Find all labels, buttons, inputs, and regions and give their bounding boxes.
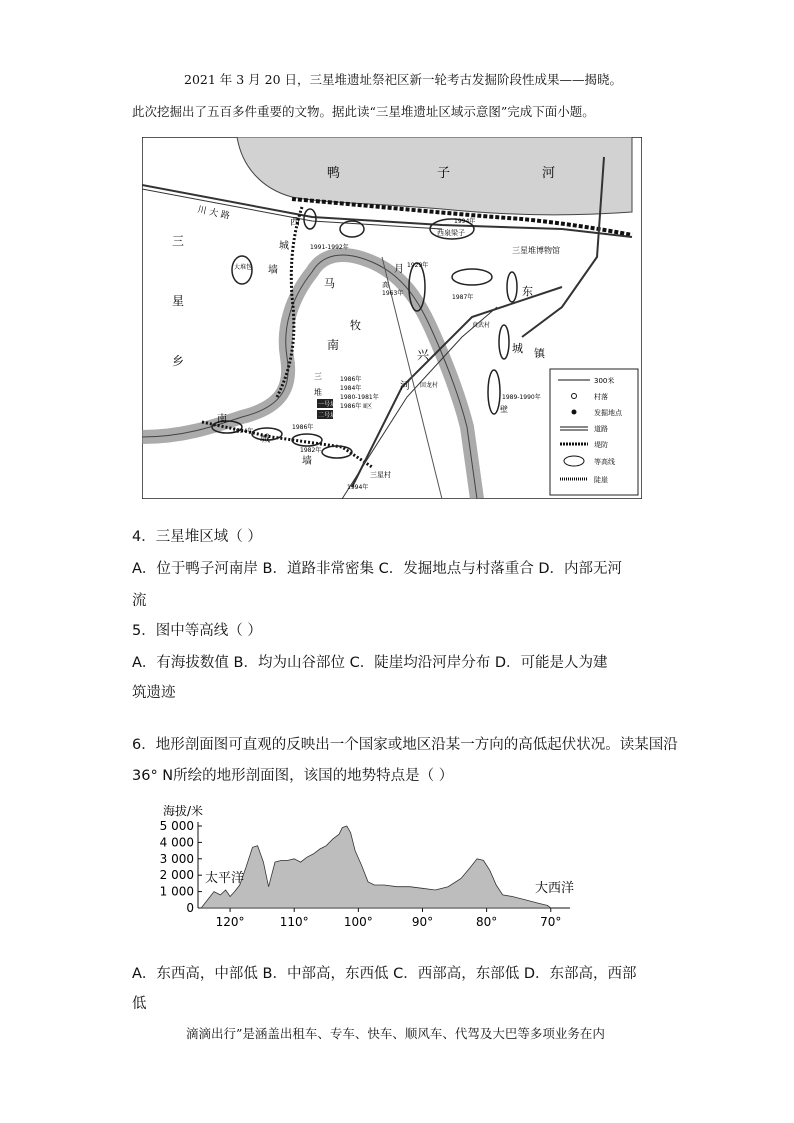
legend-scale: 300米 xyxy=(594,377,615,385)
label-cheng-s: 城 xyxy=(260,434,270,445)
year-1989: 1989-1990年 xyxy=(502,394,541,401)
label-dui: 堆 xyxy=(314,388,322,397)
year-1987: 1987年 xyxy=(452,294,474,301)
legend-village: 村落 xyxy=(594,393,608,401)
q4-stem: 4．三星堆区域（ ） xyxy=(132,529,262,545)
year-1991: 1991-1992年 xyxy=(310,244,349,251)
legend-cliff: 陡崖 xyxy=(594,476,608,484)
label-zhenwu: 真武村 xyxy=(472,322,491,329)
q6-stem-line2: 36° N所绘的地形剖面图，该国的地势特点是（ ） xyxy=(132,768,454,784)
terrain-profile-chart xyxy=(145,800,585,932)
wall-label-cheng: 城 xyxy=(279,241,289,252)
label-he-m: 河 xyxy=(400,381,410,392)
label-xiang: 乡 xyxy=(172,354,185,368)
annotation-pacific: 太平洋 xyxy=(205,871,245,886)
year-1929: 1929年 xyxy=(407,262,429,269)
y-tick-label: 3 000 xyxy=(159,851,194,866)
label-pit2: 二号坑 xyxy=(318,412,337,419)
x-tick-label: 90° xyxy=(411,915,434,929)
x-tick-label: 80° xyxy=(475,915,498,929)
year-1963: 1963年 xyxy=(382,290,404,297)
q5-options-line1: A．有海拔数值 B．均为山谷部位 C．陡崖均沿河岸分布 D．可能是人为建 xyxy=(132,655,608,671)
legend-road: 道路 xyxy=(594,425,608,433)
wall-label-xi: 西 xyxy=(290,217,300,228)
y-tick-label: 1 000 xyxy=(159,884,194,899)
label-dataibao: 大堆包 xyxy=(234,264,253,271)
label-xiquan: 西泉梁子 xyxy=(437,229,465,237)
q6-stem-line1: 6．地形剖面图可直观的反映出一个国家或地区沿某一方向的高低起伏状况。读某国沿 xyxy=(132,737,678,753)
year-1986c: 1986年 xyxy=(292,424,314,431)
x-tick-label: 70° xyxy=(540,915,562,929)
label-xing: 星 xyxy=(172,294,185,308)
label-ma: 马 xyxy=(324,277,335,290)
label-yue: 月 xyxy=(394,264,404,275)
label-bi: 壁 xyxy=(500,405,508,414)
q6-options-line1: A．东西高，中部低 B．中部高，东西低 C．西部高，东部低 D．东部高，西部 xyxy=(132,966,637,982)
label-sanxing-village: 三星村 xyxy=(370,471,391,479)
intro-line-1: 2021 年 3 月 20 日，三星堆遗址祭祀区新一轮考古发掘阶段性成果——揭晓。 xyxy=(184,72,623,87)
label-zhen: 镇 xyxy=(534,347,545,360)
year-1980: 1980-1981年 xyxy=(340,394,379,401)
legend-contour: 等高线 xyxy=(594,458,615,466)
label-nan: 南 xyxy=(327,338,340,352)
year-1986a: 1986年 xyxy=(340,376,362,383)
q6-options-line2: 低 xyxy=(132,996,147,1012)
y-tick-label: 0 xyxy=(186,901,194,915)
year-1994b: 1994年 xyxy=(232,428,254,435)
footer-text: 滴滴出行”是涵盖出租车、专车、快车、顺风车、代驾及大巴等多项业务在内 xyxy=(186,1026,605,1041)
year-1986b: 1986年 Ⅱ区 xyxy=(340,403,373,410)
label-nan-cheng: 南 xyxy=(217,414,227,425)
y-tick-label: 2 000 xyxy=(159,868,194,883)
y-tick-label: 4 000 xyxy=(159,835,194,850)
y-tick-label: 5 000 xyxy=(159,819,194,833)
label-qiang-s: 墙 xyxy=(302,456,312,467)
annotation-atlantic: 大西洋 xyxy=(535,881,575,896)
label-mu: 牧 xyxy=(350,319,361,332)
label-xing2: 兴 xyxy=(417,348,430,362)
label-gao: 高 xyxy=(382,281,389,289)
x-tick-label: 120° xyxy=(215,915,245,929)
x-tick-label: 110° xyxy=(279,915,309,929)
y-axis-label: 海拔/米 xyxy=(163,804,204,818)
q4-options-line1: A．位于鸭子河南岸 B．道路非常密集 C．发掘地点与村落重合 D．内部无河 xyxy=(132,561,622,577)
year-1994a: 1994年 xyxy=(454,218,476,225)
label-san: 三 xyxy=(172,234,185,248)
river-label-ya: 鸭 xyxy=(327,166,341,181)
map-legend xyxy=(550,369,638,495)
label-san2: 三 xyxy=(314,372,322,381)
intro-paragraph xyxy=(132,64,672,128)
wall-label-qiang: 墙 xyxy=(268,265,278,276)
legend-site: 发掘地点 xyxy=(594,409,622,417)
label-dong: 东 xyxy=(522,285,533,298)
year-1994c: 1994年 xyxy=(347,484,369,491)
intro-line-2: 此次挖掘出了五百多件重要的文物。据此读“三星堆遗址区域示意图”完成下面小题。 xyxy=(132,104,595,119)
label-huilong: 回龙村 xyxy=(420,382,439,389)
sanxingdui-site-map xyxy=(142,137,642,499)
label-cheng-z: 城 xyxy=(512,342,523,355)
road-label: 川 大 路 xyxy=(196,205,231,222)
river-label-he: 河 xyxy=(542,166,556,181)
river-label-zi: 子 xyxy=(437,166,451,181)
q4-options-line2: 流 xyxy=(132,593,147,609)
q5-stem: 5．图中等高线（ ） xyxy=(132,623,262,639)
profile-area xyxy=(201,826,551,908)
label-pit1: 一号坑 xyxy=(318,401,337,408)
year-1984: 1984年 xyxy=(340,385,362,392)
q5-options-line2: 筑遗迹 xyxy=(132,685,176,701)
year-1982: 1982年 xyxy=(300,447,322,454)
legend-dike: 堤防 xyxy=(594,441,608,449)
x-tick-label: 100° xyxy=(343,915,373,929)
label-museum: 三星堆博物馆 xyxy=(512,246,560,255)
